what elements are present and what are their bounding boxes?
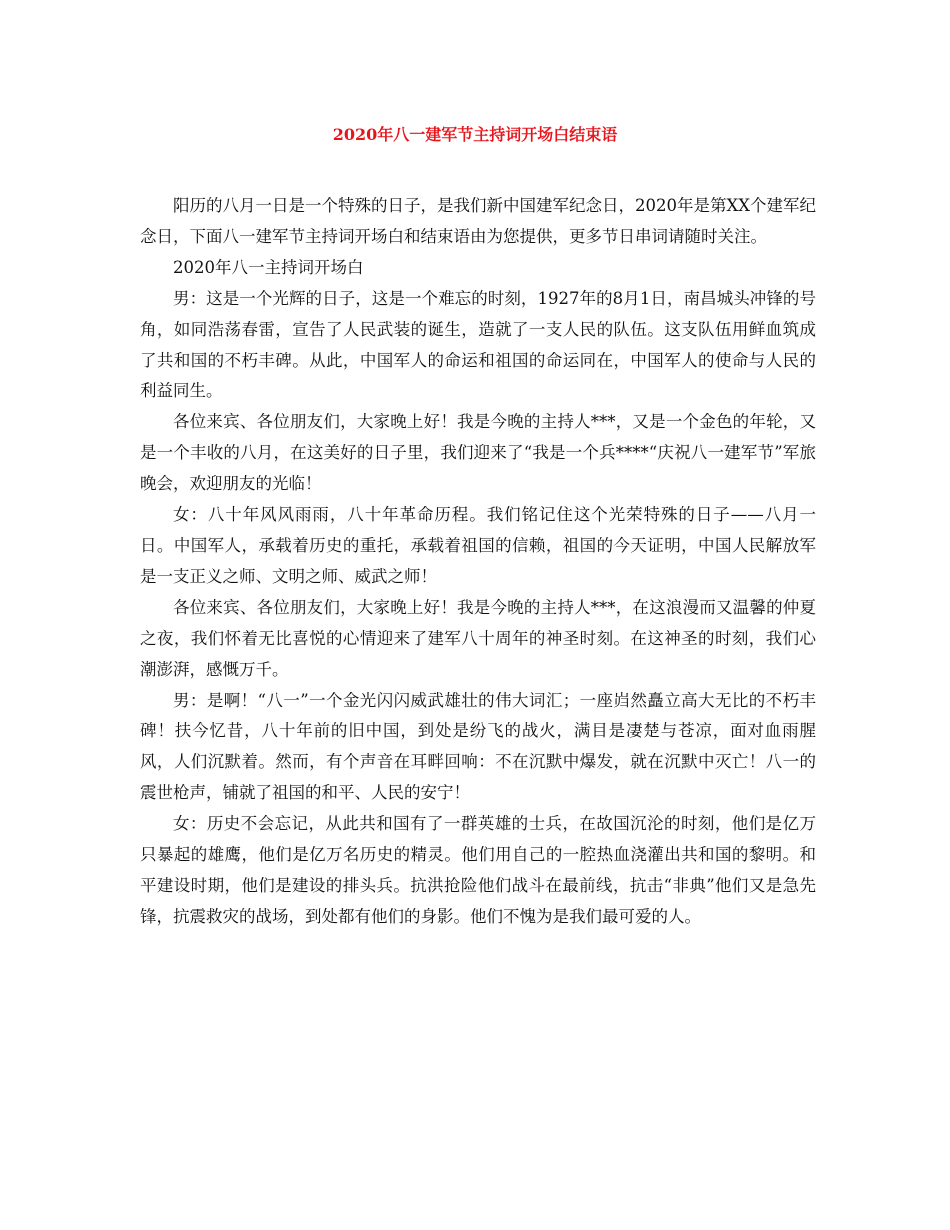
paragraph-male-host-2: 男：是啊！“八一”一个金光闪闪威武雄壮的伟大词汇；一座岿然矗立高大无比的不朽丰碑！扶今忆昔，八十年前的旧中国，到处是纷飞的战火，满目是凄楚与苍凉，面对血雨腥风，人们沉默着。然而，有个声音在耳畔回响：不在沉默中爆发，就在沉默中灭亡！八一的震世枪声，铺就了祖国的和平、人民的安宁！ xyxy=(140,690,816,803)
paragraph-male-host-1: 男：这是一个光辉的日子，这是一个难忘的时刻，1927年的8月1日，南昌城头冲锋的号角，如同浩荡春雷，宣告了人民武装的诞生，造就了一支人民的队伍。这支队伍用鲜血筑成了共和国的不朽丰碑。从此，中国军人的命运和祖国的命运同在，中国军人的使命与人民的利益同生。 xyxy=(140,288,816,401)
paragraph-female-host-2: 女：历史不会忘记，从此共和国有了一群英雄的士兵，在故国沉沦的时刻，他们是亿万只暴起的雄鹰，他们是亿万名历史的精灵。他们用自己的一腔热血浇灌出共和国的黎明。和平建设时期，他们是建设的排头兵。抗洪抢险他们战斗在最前线，抗击“非典”他们又是急先锋，抗震救灾的战场，到处都有他们的身影。他们不愧为是我们最可爱的人。 xyxy=(140,814,816,926)
document-title: 2020年八一建军节主持词开场白结束语 xyxy=(332,125,618,144)
section-heading-opening: 2020年八一主持词开场白 xyxy=(173,257,364,277)
paragraph-greeting-2: 各位来宾、各位朋友们，大家晚上好！我是今晚的主持人***，在这浪漫而又温馨的仲夏之夜，我们怀着无比喜悦的心情迎来了建军八十周年的神圣时刻。在这神圣的时刻，我们心潮澎湃，感慨万千。 xyxy=(140,597,816,679)
paragraph-female-host-1: 女：八十年风风雨雨，八十年革命历程。我们铭记住这个光荣特殊的日子——八月一日。中国军人，承载着历史的重托，承载着祖国的信赖，祖国的今天证明，中国人民解放军是一支正义之师、文明之师、威武之师！ xyxy=(140,505,816,586)
document-body xyxy=(140,191,816,933)
paragraph-greeting-1: 各位来宾、各位朋友们，大家晚上好！我是今晚的主持人***，又是一个金色的年轮，又是一个丰收的八月，在这美好的日子里，我们迎来了“我是一个兵****“庆祝八一建军节”军旅晚会，欢迎朋友的光临！ xyxy=(140,412,816,494)
paragraph-intro: 阳历的八月一日是一个特殊的日子，是我们新中国建军纪念日，2020年是第XX个建军纪念日，下面八一建军节主持词开场白和结束语由为您提供，更多节日串词请随时关注。 xyxy=(140,196,816,246)
